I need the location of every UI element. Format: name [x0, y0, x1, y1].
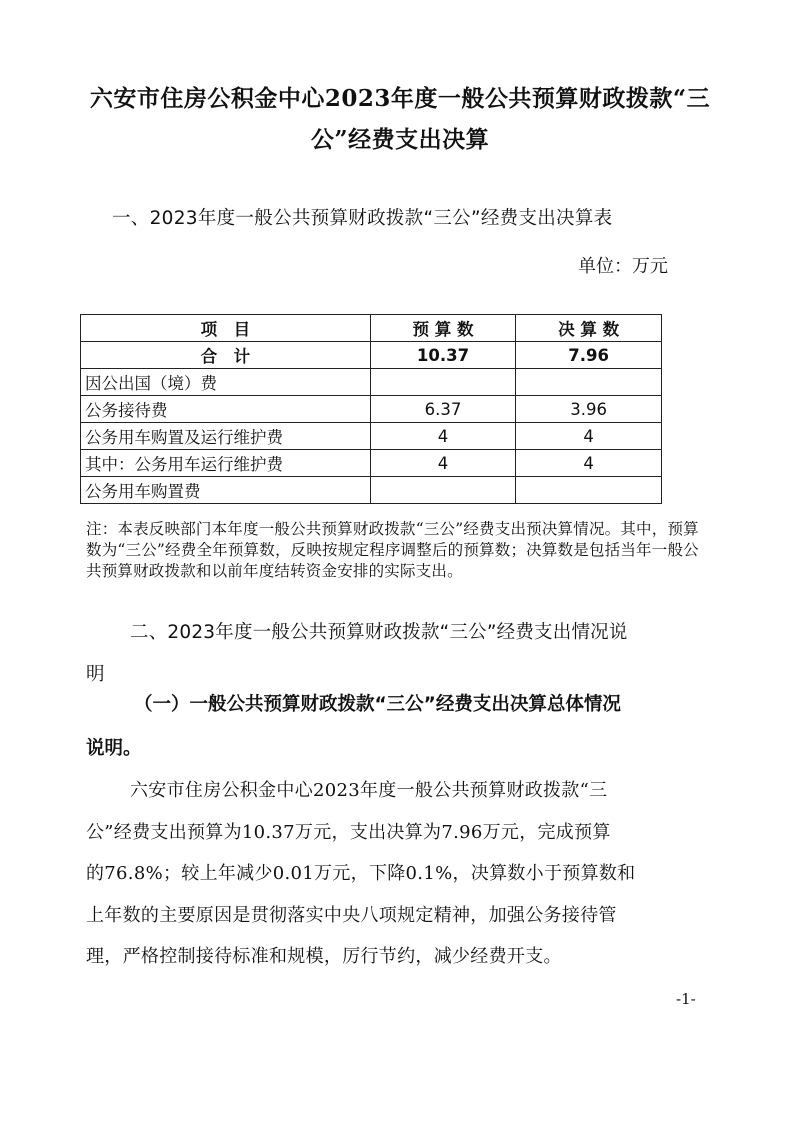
section-2-line-2: 明: [86, 664, 105, 685]
table-row: [81, 450, 662, 477]
table-row: [81, 477, 662, 504]
body-paragraph: [86, 770, 712, 978]
section-1-heading: 一、2023年度一般公共预算财政拨款“三公”经费支出决算表: [112, 208, 613, 229]
title-line-1: 六安市住房公积金中心2023年度一般公共预算财政拨款“三: [89, 85, 711, 112]
row-budget: 4: [370, 423, 516, 450]
body-line: 六安市住房公积金中心2023年度一般公共预算财政拨款“三: [130, 780, 608, 801]
table-row: [81, 369, 662, 396]
section-2-line-1: 二、2023年度一般公共预算财政拨款“三公”经费支出情况说: [130, 622, 628, 643]
row-budget: 10.37: [370, 342, 516, 369]
unit-label: 单位：万元: [578, 256, 668, 277]
section-3-line-2: 说明。: [86, 738, 142, 759]
body-line: 理，严格控制接待标准和规模，厉行节约，减少经费开支。: [86, 946, 562, 967]
row-budget: 6.37: [370, 396, 516, 423]
row-final: 4: [516, 423, 662, 450]
table-header-row: [81, 315, 662, 342]
header-item: 项 目: [81, 315, 371, 342]
table-row-total: [81, 342, 662, 369]
document-title: [70, 78, 730, 160]
row-final: [516, 477, 662, 504]
row-label: 其中：公务用车运行维护费: [81, 450, 371, 477]
row-final: [516, 369, 662, 396]
header-final: 决 算 数: [516, 315, 662, 342]
table-note: 注：本表反映部门本年度一般公共预算财政拨款“三公”经费支出预决算情况。其中，预算数为“三公”经费全年预算数，反映按规定程序调整后的预算数；决算数是包括当年一般公共预算财政拨款和以前年度结转资金安排的实际支出。: [86, 520, 699, 580]
row-final: 3.96: [516, 396, 662, 423]
row-budget: [370, 369, 516, 396]
table-row: [81, 423, 662, 450]
table-row: [81, 396, 662, 423]
row-label: 公务用车购置及运行维护费: [81, 423, 371, 450]
row-budget: [370, 477, 516, 504]
title-line-2: 公”经费支出决算: [310, 126, 490, 153]
row-label: 因公出国（境）费: [81, 369, 371, 396]
row-label: 公务用车购置费: [81, 477, 371, 504]
row-final: 4: [516, 450, 662, 477]
body-line: 的76.8%；较上年减少0.01万元，下降0.1%，决算数小于预算数和: [86, 863, 636, 884]
row-label: 公务接待费: [81, 396, 371, 423]
section-3-heading: [86, 683, 712, 771]
section-3-line-1: （一）一般公共预算财政拨款“三公”经费支出决算总体情况: [134, 694, 621, 715]
row-final: 7.96: [516, 342, 662, 369]
body-line: 公”经费支出预算为10.37万元，支出决算为7.96万元，完成预算: [86, 821, 611, 843]
page-number: -1-: [676, 990, 696, 1008]
budget-table: [80, 314, 662, 504]
body-line: 上年数的主要原因是贯彻落实中央八项规定精神，加强公务接待管: [86, 904, 617, 926]
row-budget: 4: [370, 450, 516, 477]
row-label: 合 计: [81, 342, 371, 369]
header-budget: 预 算 数: [370, 315, 516, 342]
